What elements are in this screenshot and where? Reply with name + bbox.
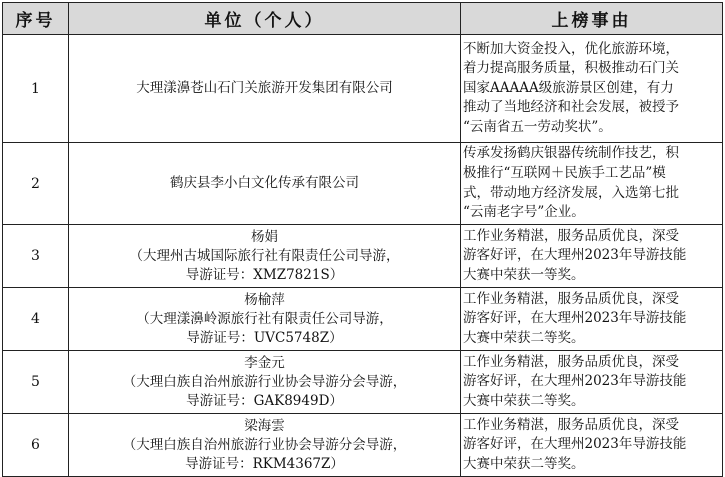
row-unit xyxy=(69,225,461,288)
header-unit: 单位（个人） xyxy=(69,3,461,35)
unit-line: 导游证号：RKM4367Z） xyxy=(185,455,344,472)
row-unit xyxy=(69,35,461,143)
reason-line: 极推行“互联网＋民族手工艺品”模 xyxy=(463,164,666,181)
unit-line: 鹤庆县李小白文化传承有限公司 xyxy=(170,175,359,191)
reason-line: “云南省五一劳动奖状”。 xyxy=(463,118,612,135)
reason-line: 工作业务精湛，服务品质优良，深受 xyxy=(463,227,679,244)
row-unit xyxy=(69,414,461,477)
reason-line: 工作业务精湛，服务品质优良，深受 xyxy=(463,290,679,307)
table-row xyxy=(3,225,723,288)
reason-line: 着力提高服务质量，积极推动石门关 xyxy=(463,60,679,77)
row-index: 2 xyxy=(3,143,69,225)
row-index: 5 xyxy=(3,351,69,414)
unit-line: 导游证号：XMZ7821S） xyxy=(185,266,344,283)
unit-line: （大理州古城国际旅行社有限责任公司导游， xyxy=(129,247,400,264)
unit-line: 杨榆萍 xyxy=(244,291,285,308)
header-index: 序号 xyxy=(3,3,69,35)
unit-line: 导游证号：GAK8949D） xyxy=(186,392,343,409)
reason-line: 大赛中荣获一等奖。 xyxy=(463,266,585,283)
unit-line: 梁海雲 xyxy=(244,417,285,434)
unit-line: （大理漾濞岭源旅行社有限责任公司导游， xyxy=(136,310,393,327)
table-row xyxy=(3,288,723,351)
row-index: 4 xyxy=(3,288,69,351)
table-row xyxy=(3,351,723,414)
row-reason xyxy=(461,35,723,143)
reason-line: 传承发扬鹤庆银器传统制作技艺，积 xyxy=(463,145,679,162)
unit-line: （大理白族自治州旅游行业协会导游分会导游， xyxy=(122,373,407,390)
reason-line: 游客好评，在大理州2023年导游技能 xyxy=(463,247,687,264)
row-reason xyxy=(461,414,723,477)
row-index: 6 xyxy=(3,414,69,477)
table-row xyxy=(3,35,723,143)
reason-line: 大赛中荣获二等奖。 xyxy=(463,455,585,472)
unit-line: 大理漾濞苍山石门关旅游开发集团有限公司 xyxy=(136,80,393,96)
reason-line: 国家AAAAA级旅游景区创建，有力 xyxy=(463,79,674,96)
reason-line: 推动了当地经济和社会发展，被授予 xyxy=(463,99,679,116)
row-reason xyxy=(461,225,723,288)
row-reason xyxy=(461,351,723,414)
unit-line: （大理白族自治州旅游行业协会导游分会导游， xyxy=(122,436,407,453)
header-reason: 上榜事由 xyxy=(461,3,723,35)
reason-line: 工作业务精湛，服务品质优良，深受 xyxy=(463,353,679,370)
unit-line: 杨娟 xyxy=(251,228,278,245)
unit-line: 李金元 xyxy=(244,354,285,371)
reason-line: “云南老字号”企业。 xyxy=(463,204,585,221)
unit-line: 导游证号：UVC5748Z） xyxy=(186,329,343,346)
reason-line: 工作业务精湛，服务品质优良，深受 xyxy=(463,416,679,433)
reason-line: 游客好评，在大理州2023年导游技能 xyxy=(463,310,687,327)
reason-line: 式，带动地方经济发展，入选第七批 xyxy=(463,184,679,201)
row-reason xyxy=(461,288,723,351)
header-row xyxy=(3,3,723,35)
row-unit xyxy=(69,288,461,351)
table-row xyxy=(3,414,723,477)
reason-line: 大赛中荣获二等奖。 xyxy=(463,329,585,346)
row-unit xyxy=(69,351,461,414)
row-reason xyxy=(461,143,723,225)
honor-list-table xyxy=(2,2,723,477)
row-index: 3 xyxy=(3,225,69,288)
row-index: 1 xyxy=(3,35,69,143)
reason-line: 游客好评，在大理州2023年导游技能 xyxy=(463,373,687,390)
row-unit xyxy=(69,143,461,225)
reason-line: 不断加大资金投入，优化旅游环境， xyxy=(463,40,679,57)
reason-line: 游客好评，在大理州2023年导游技能 xyxy=(463,436,687,453)
reason-line: 大赛中荣获二等奖。 xyxy=(463,392,585,409)
table-row xyxy=(3,143,723,225)
